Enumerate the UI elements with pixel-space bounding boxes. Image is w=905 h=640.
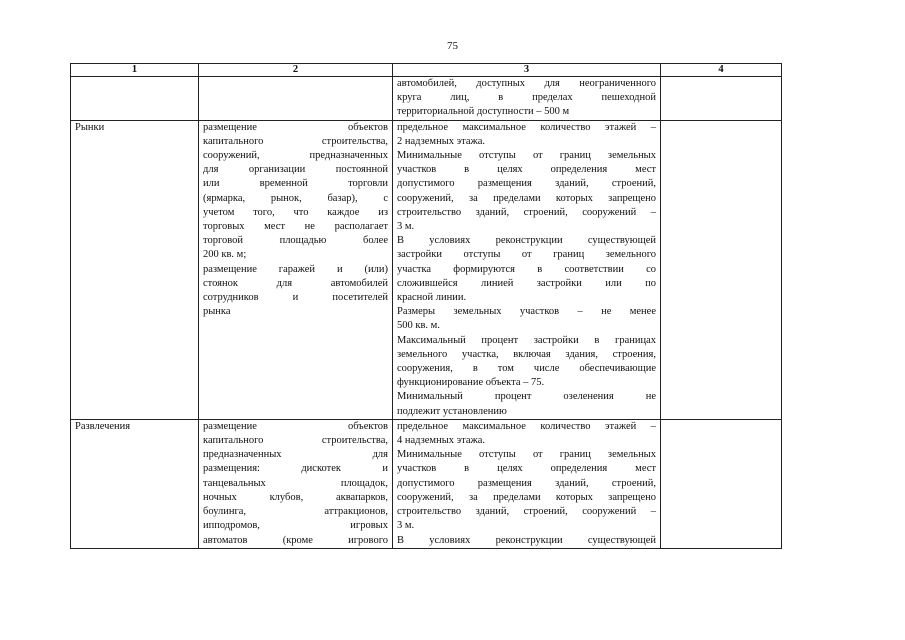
use-name: Развлечения	[75, 420, 131, 432]
text-line: автомобилей, доступных для неограниченного	[397, 78, 656, 89]
parameters-cell	[393, 120, 661, 419]
text-line: подлежит установлению	[397, 405, 507, 417]
text-line: торговой площадью более	[203, 235, 388, 247]
text-line: 3 м.	[397, 520, 415, 532]
text-line: функционирование объекта – 75.	[397, 377, 545, 389]
notes-cell	[661, 419, 782, 548]
text-line: 4 надземных этажа.	[397, 435, 486, 447]
text-line: 200 кв. м;	[203, 249, 247, 261]
use-description-cell	[199, 120, 393, 419]
text-line: Максимальный процент застройки в границах	[397, 334, 656, 346]
table-header-row	[71, 64, 782, 77]
table-row	[71, 77, 782, 121]
parameters-cell	[393, 419, 661, 548]
text-line: Минимальные отступы от границ земельных	[397, 449, 656, 461]
use-name-cell	[71, 419, 199, 548]
column-header-3: 3	[393, 64, 661, 77]
text-line: предельное максимальное количество этажей –	[397, 121, 656, 133]
text-line: строительство зданий, строений, сооружений –	[397, 206, 656, 218]
text-line: для организации постоянной	[203, 164, 388, 176]
column-header-2: 2	[199, 64, 393, 77]
text-line: сотрудников и посетителей	[203, 292, 388, 304]
text-line: торговых мест не располагает	[203, 221, 388, 233]
text-line: боулинга, аттракционов,	[203, 506, 388, 518]
text-line: сооружения, в том числе обеспечивающие	[397, 363, 656, 375]
text-line: красной линии.	[397, 292, 467, 304]
text-line: капитального строительства,	[203, 435, 388, 447]
text-line: предельное максимальное количество этажей –	[397, 420, 656, 432]
use-name: Рынки	[75, 121, 105, 133]
text-line: сооружений, предназначенных	[203, 150, 388, 162]
column-header-1: 1	[71, 64, 199, 77]
table-row	[71, 419, 782, 548]
page-number: 75	[447, 40, 458, 52]
text-line: или временной торговли	[203, 178, 388, 190]
text-line: 500 кв. м.	[397, 320, 440, 332]
text-line: круга лиц, в пределах пешеходной	[397, 92, 656, 104]
text-line: допустимого размещения зданий, строений,	[397, 178, 656, 190]
text-line: стоянок для автомобилей	[203, 277, 388, 289]
use-name-cell	[71, 120, 199, 419]
text-line: размещение объектов	[203, 420, 388, 432]
text-line: размещение гаражей и (или)	[203, 263, 388, 275]
text-line: участков в целях определения мест	[397, 164, 656, 176]
text-line: автоматов (кроме игрового	[203, 534, 388, 546]
text-line: сложившейся линией застройки или по	[397, 277, 656, 289]
use-name-cell	[71, 77, 199, 121]
text-line: предназначенных для	[203, 449, 388, 461]
text-line: ночных клубов, аквапарков,	[203, 491, 388, 503]
text-line: строительство зданий, строений, сооружений –	[397, 506, 656, 518]
text-line: допустимого размещения зданий, строений,	[397, 477, 656, 489]
text-line: танцевальных площадок,	[203, 477, 388, 489]
text-line: рынка	[203, 306, 231, 318]
regulations-table	[70, 63, 782, 549]
text-line: застройки отступы от границ земельного	[397, 249, 656, 261]
text-line: В условиях реконструкции существующей	[397, 534, 656, 546]
text-line: ипподромов, игровых	[203, 520, 388, 532]
text-line: размещение объектов	[203, 121, 388, 133]
notes-cell	[661, 77, 782, 121]
text-line: участка формируются в соответствии со	[397, 263, 656, 275]
parameters-cell	[393, 77, 661, 121]
text-line: учетом того, что каждое из	[203, 206, 388, 218]
text-line: участков в целях определения мест	[397, 463, 656, 475]
notes-cell	[661, 120, 782, 419]
text-line: территориальной доступности – 500 м	[397, 106, 570, 118]
text-line: капитального строительства,	[203, 135, 388, 147]
text-line: сооружений, за пределами которых запрещено	[397, 491, 656, 503]
text-line: Минимальные отступы от границ земельных	[397, 150, 656, 162]
use-description-cell	[199, 77, 393, 121]
text-line: Минимальный процент озеленения не	[397, 391, 656, 403]
text-line: (ярмарка, рынок, базар), с	[203, 192, 388, 204]
text-line: размещения: дискотек и	[203, 463, 388, 475]
table-row	[71, 120, 782, 419]
column-header-4: 4	[661, 64, 782, 77]
text-line: 2 надземных этажа.	[397, 135, 486, 147]
text-line: земельного участка, включая здания, строения,	[397, 348, 656, 360]
text-line: сооружений, за пределами которых запрещено	[397, 192, 656, 204]
text-line: Размеры земельных участков – не менее	[397, 306, 656, 318]
text-line: 3 м.	[397, 221, 415, 233]
text-line: В условиях реконструкции существующей	[397, 235, 656, 247]
use-description-cell	[199, 419, 393, 548]
